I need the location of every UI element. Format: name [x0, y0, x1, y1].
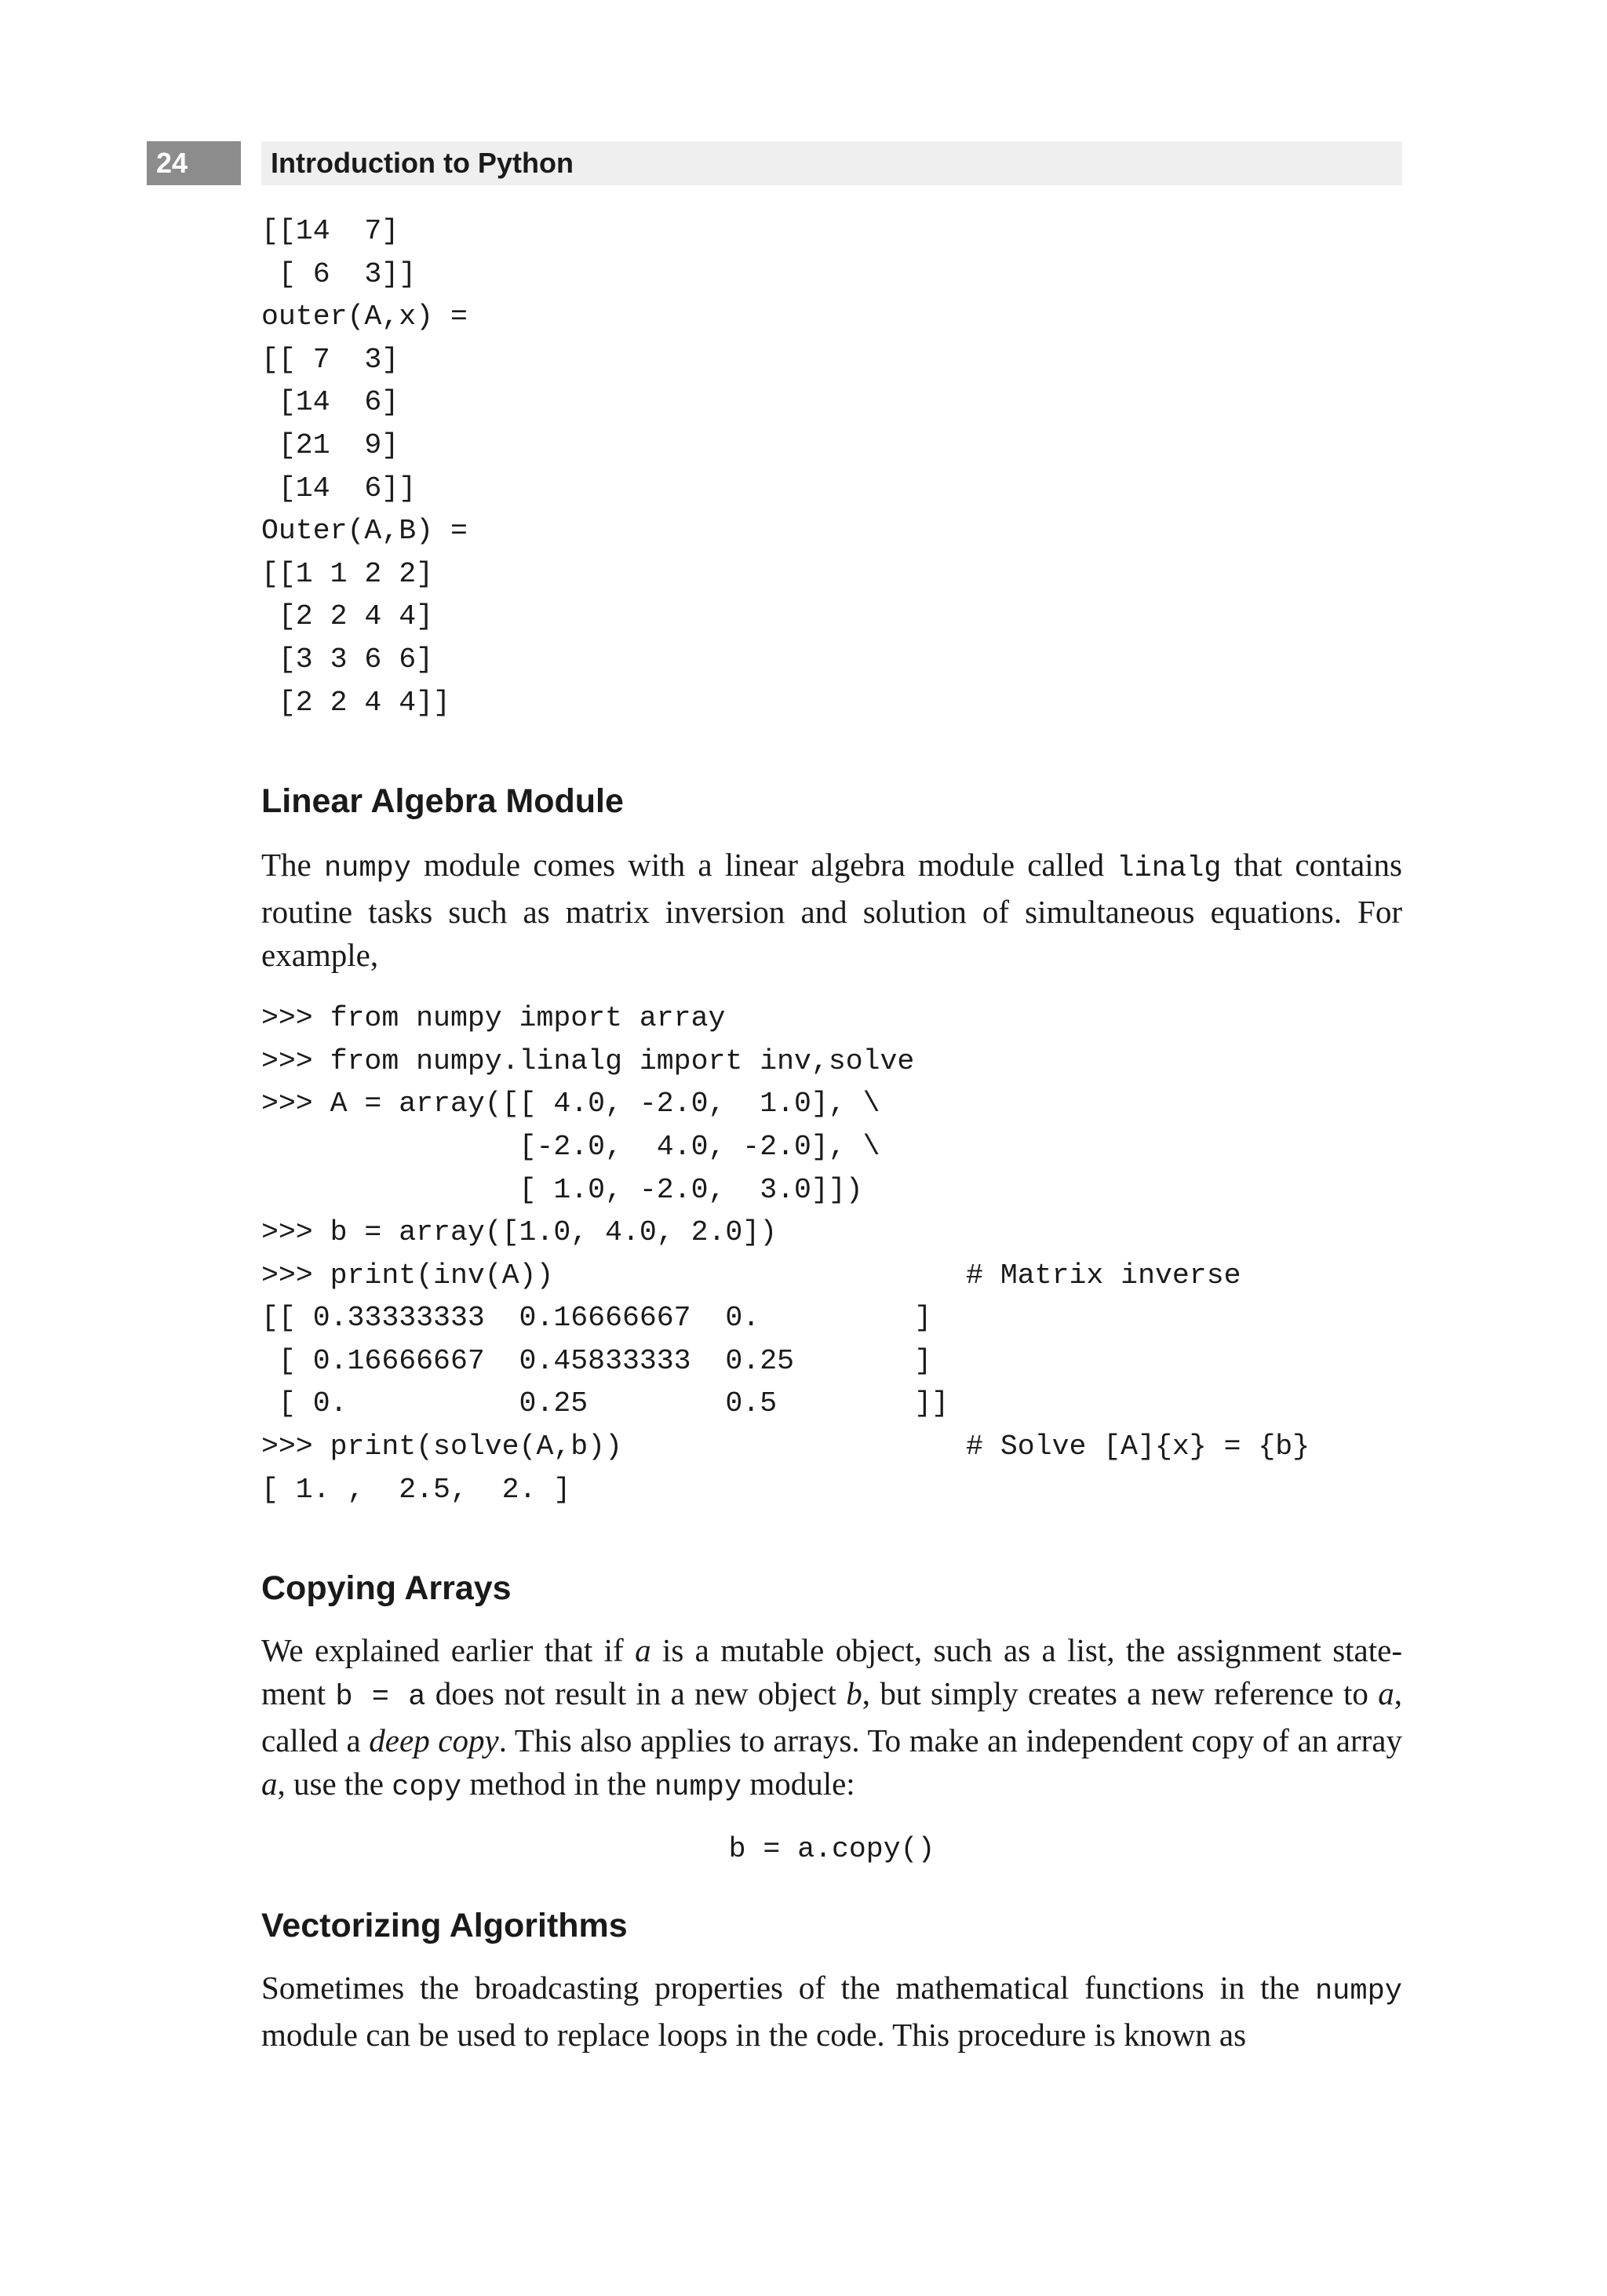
code-line: [ 6 3]]	[261, 257, 417, 290]
code-line: [-2.0, 4.0, -2.0], \	[261, 1130, 880, 1163]
code-line: [2 2 4 4]]	[261, 686, 450, 719]
text: does not result in a new object	[425, 1675, 847, 1712]
code-line: >>> A = array([[ 4.0, -2.0, 1.0], \	[261, 1088, 880, 1121]
text: method in the	[461, 1766, 655, 1802]
code-line: outer(A,x) =	[261, 301, 468, 333]
code-line: [2 2 4 4]	[261, 600, 434, 633]
code-block-linalg	[261, 997, 1402, 1511]
text: . This also applies to arrays. To make an independent copy of an array	[498, 1722, 1403, 1759]
text: module can be used to replace loops in the code. This procedure is known as	[261, 2017, 1247, 2054]
text: module comes with a linear algebra module called	[410, 847, 1117, 884]
text: module:	[742, 1766, 855, 1802]
section-heading-linear-algebra: Linear Algebra Module	[261, 782, 624, 821]
code-line: >>> b = array([1.0, 4.0, 2.0])	[261, 1216, 778, 1249]
text: The	[261, 847, 324, 884]
text: that contains routine tasks such as matrix inversion and solution of simultaneous equations. For example,	[261, 847, 1402, 974]
code-line: [[ 0.33333333 0.16666667 0. ]	[261, 1302, 932, 1335]
code-line: [[14 7]	[261, 215, 399, 247]
code-line: [14 6]]	[261, 472, 417, 505]
inline-code: numpy	[654, 1771, 742, 1805]
code-line: [3 3 6 6]	[261, 643, 434, 676]
code-line: >>> from numpy import array	[261, 1002, 726, 1035]
text: , use the	[277, 1766, 392, 1802]
math-var: a	[1378, 1675, 1394, 1712]
text: , but simply creates a new reference to	[862, 1675, 1379, 1712]
inline-code: b = a	[335, 1681, 426, 1715]
code-line: [ 0.16666667 0.45833333 0.25 ]	[261, 1344, 932, 1377]
code-line: [[1 1 2 2]	[261, 557, 434, 590]
math-var: a	[635, 1632, 651, 1669]
code-line: [ 0. 0.25 0.5 ]]	[261, 1387, 949, 1420]
code-block-output	[261, 210, 1402, 724]
inline-code: linalg	[1117, 852, 1222, 886]
section-heading-vectorizing: Vectorizing Algorithms	[261, 1907, 628, 1945]
code-line: >>> from numpy.linalg import inv,solve	[261, 1044, 915, 1077]
code-line: >>> print(inv(A)) # Matrix inverse	[261, 1259, 1241, 1292]
inline-code: copy	[392, 1771, 462, 1805]
page-header	[147, 141, 1402, 185]
text: Sometimes the broadcasting properties of the mathematical functions in the	[261, 1970, 1315, 2006]
inline-code: numpy	[323, 852, 411, 886]
text: is a mutable object, such as a list, the assignment state-ment	[261, 1632, 1402, 1712]
code-line: Outer(A,B) =	[261, 515, 468, 548]
inline-code: numpy	[1314, 1975, 1402, 2009]
code-line: [14 6]	[261, 386, 399, 419]
math-var: b	[846, 1675, 862, 1712]
code-line: [21 9]	[261, 428, 399, 461]
math-var: a	[261, 1766, 278, 1802]
emphasis: deep copy	[369, 1722, 499, 1759]
text: , called a	[261, 1675, 1402, 1759]
code-copy-statement: b = a.copy()	[728, 1833, 935, 1866]
code-line: [[ 7 3]	[261, 343, 399, 376]
code-line: [ 1.0, -2.0, 3.0]])	[261, 1173, 863, 1206]
page-number: 24	[147, 141, 241, 185]
paragraph-vectorizing	[261, 1966, 1402, 2057]
paragraph-linear-algebra	[261, 844, 1402, 977]
section-heading-copying-arrays: Copying Arrays	[261, 1569, 512, 1608]
code-line: >>> print(solve(A,b)) # Solve [A]{x} = {b}	[261, 1430, 1310, 1463]
paragraph-copying-arrays	[261, 1629, 1402, 1809]
page-content	[261, 210, 1402, 2057]
text: We explained earlier that if	[261, 1632, 636, 1669]
code-line: [ 1. , 2.5, 2. ]	[261, 1473, 571, 1506]
running-title: Introduction to Python	[261, 141, 1402, 185]
